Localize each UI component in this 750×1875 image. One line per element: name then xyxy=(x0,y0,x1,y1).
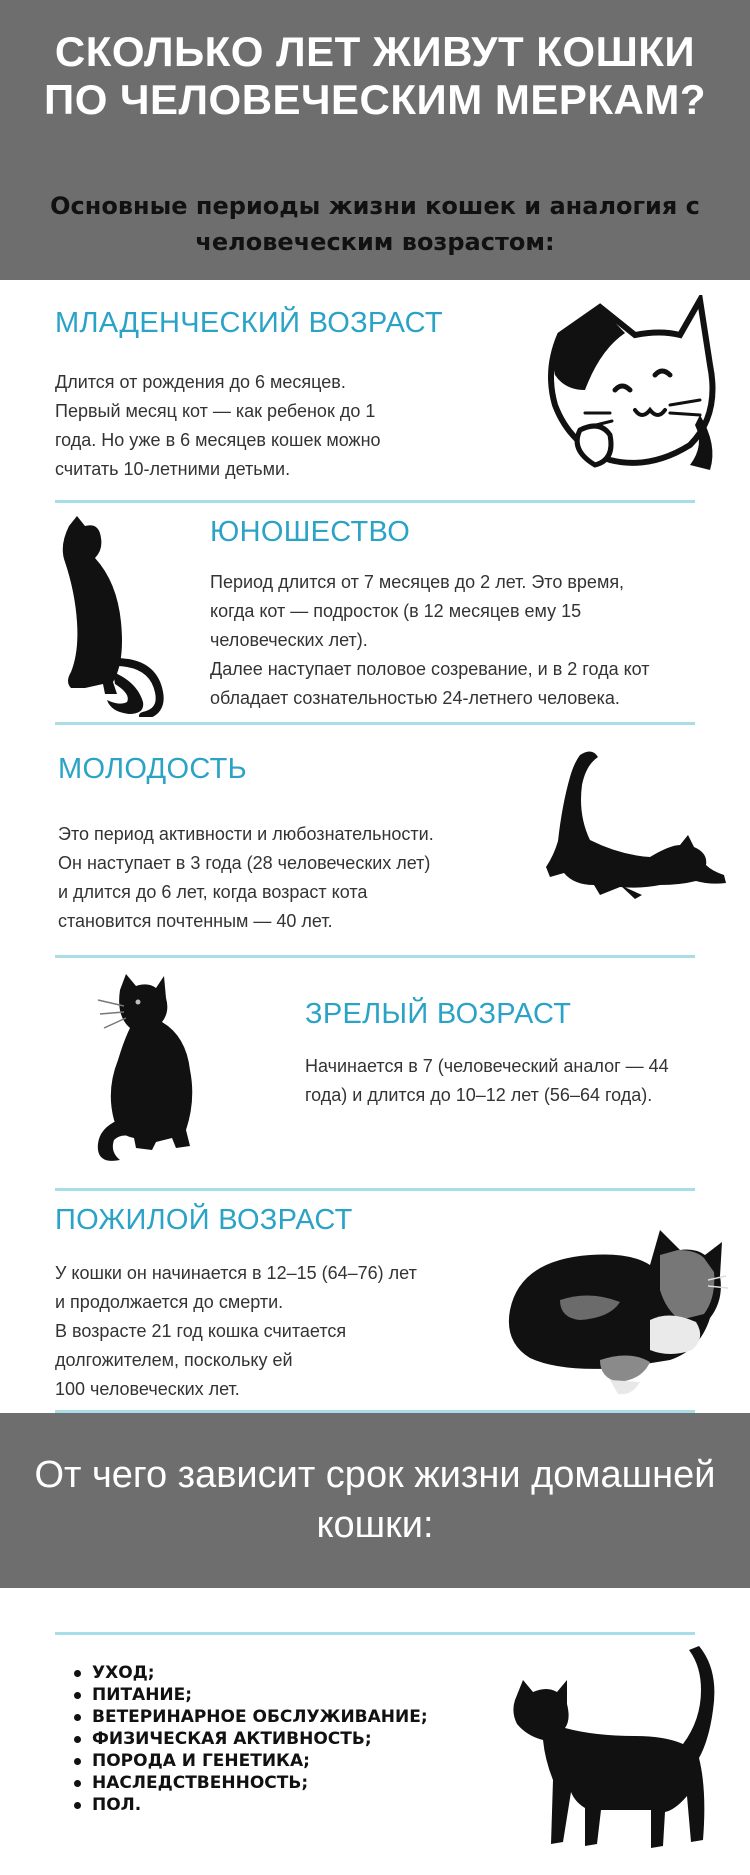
section-title-infancy: МЛАДЕНЧЕСКИЙ ВОЗРАСТ xyxy=(55,307,443,339)
list-item: ПОРОДА И ГЕНЕТИКА; xyxy=(70,1750,490,1772)
list-item: НАСЛЕДСТВЕННОСТЬ; xyxy=(70,1772,490,1794)
page-subtitle: Основные периоды жизни кошек и аналогия с человеческим возрастом: xyxy=(50,192,700,256)
text-line: года. Но уже в 6 месяцев кошек можно xyxy=(55,430,381,450)
text-line: Он наступает в 3 года (28 человеческих лет) xyxy=(58,853,431,873)
list-item: ФИЗИЧЕСКАЯ АКТИВНОСТЬ; xyxy=(70,1728,490,1750)
text-line: Это период активности и любознательности. xyxy=(58,824,434,844)
section-divider xyxy=(55,500,695,503)
section-divider xyxy=(55,1188,695,1191)
text-line: и длится до 6 лет, когда возраст кота xyxy=(58,882,368,902)
section-title-young-adult: МОЛОДОСТЬ xyxy=(58,753,247,785)
section-text-youth xyxy=(210,568,650,713)
stretching-cat-icon xyxy=(530,745,730,925)
sitting-cat-silhouette-icon xyxy=(55,512,175,717)
section-title-mature: ЗРЕЛЫЙ ВОЗРАСТ xyxy=(305,998,572,1030)
text-line: 100 человеческих лет. xyxy=(55,1379,240,1399)
section-text-senior xyxy=(55,1259,417,1404)
text-line: Период длится от 7 месяцев до 2 лет. Это время, xyxy=(210,572,625,592)
text-line: У кошки он начинается в 12–15 (64–76) лет xyxy=(55,1263,417,1283)
section-divider xyxy=(55,722,695,725)
section-text-mature xyxy=(305,1052,669,1110)
text-line: Первый месяц кот — как ребенок до 1 xyxy=(55,401,376,421)
text-line: обладает сознательностью 24-летнего человека. xyxy=(210,688,620,708)
section-divider xyxy=(55,955,695,958)
text-line: считать 10-летними детьми. xyxy=(55,459,291,479)
factors-list xyxy=(70,1662,490,1816)
walking-cat-icon xyxy=(505,1640,735,1855)
section-text-infancy xyxy=(55,368,381,484)
text-line: В возрасте 21 год кошка считается xyxy=(55,1321,347,1341)
text-line: и продолжается до смерти. xyxy=(55,1292,284,1312)
text-line: долгожителем, поскольку ей xyxy=(55,1350,293,1370)
list-item: ВЕТЕРИНАРНОЕ ОБСЛУЖИВАНИЕ; xyxy=(70,1706,490,1728)
section-divider xyxy=(55,1632,695,1635)
header-banner xyxy=(0,0,750,280)
lying-cat-icon xyxy=(500,1210,730,1400)
page-title: СКОЛЬКО ЛЕТ ЖИВУТ КОШКИ ПО ЧЕЛОВЕЧЕСКИМ МЕРКАМ? xyxy=(44,28,706,123)
text-line: Начинается в 7 (человеческий аналог — 44 xyxy=(305,1056,669,1076)
text-line: года) и длится до 10–12 лет (56–64 года). xyxy=(305,1085,653,1105)
factors-title: От чего зависит срок жизни домашней кошки: xyxy=(34,1454,716,1546)
list-item: ПОЛ. xyxy=(70,1794,490,1816)
text-line: Длится от рождения до 6 месяцев. xyxy=(55,372,346,392)
section-title-youth: ЮНОШЕСТВО xyxy=(210,516,411,548)
kitten-face-icon xyxy=(540,295,720,475)
factors-banner xyxy=(0,1413,750,1588)
section-title-senior: ПОЖИЛОЙ ВОЗРАСТ xyxy=(55,1204,353,1236)
list-item: ПИТАНИЕ; xyxy=(70,1684,490,1706)
section-text-young-adult xyxy=(58,820,434,936)
text-line: становится почтенным — 40 лет. xyxy=(58,911,333,931)
text-line: человеческих лет). xyxy=(210,630,368,650)
list-item: УХОД; xyxy=(70,1662,490,1684)
text-line: когда кот — подросток (в 12 месяцев ему 15 xyxy=(210,601,582,621)
black-cat-sitting-icon xyxy=(90,970,215,1165)
text-line: Далее наступает половое созревание, и в 2 года кот xyxy=(210,659,650,679)
